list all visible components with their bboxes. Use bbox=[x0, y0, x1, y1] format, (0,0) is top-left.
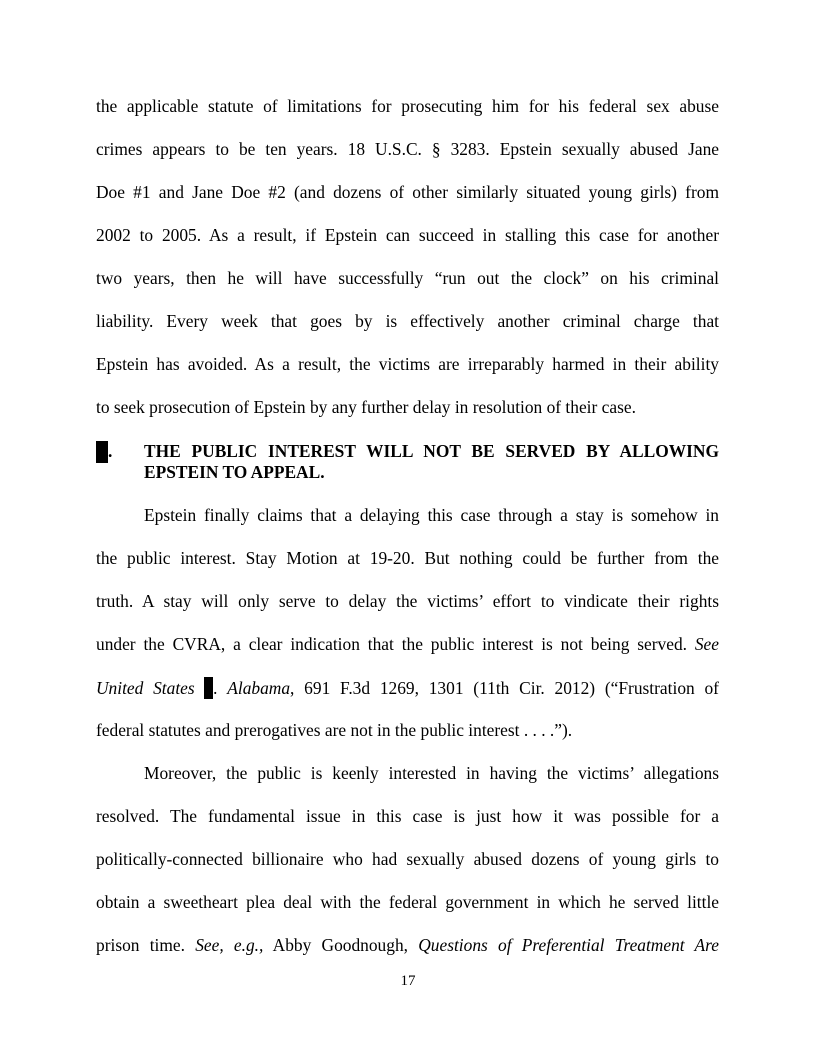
body-line: crimes appears to be ten years. 18 U.S.C. § 3283. Epstein sexually abused Jane bbox=[96, 139, 719, 159]
body-line bbox=[96, 634, 719, 654]
section-heading-line1: THE PUBLIC INTEREST WILL NOT BE SERVED BY ALLOWING bbox=[144, 441, 719, 461]
body-text: under the CVRA, a clear indication that the public interest is not being served. bbox=[96, 634, 695, 654]
body-text: prison time. bbox=[96, 935, 196, 955]
redaction-box bbox=[96, 441, 108, 463]
citation-text: , 691 F.3d 1269, 1301 (11th Cir. 2012) (“Frustration of bbox=[290, 678, 719, 698]
page-number: 17 bbox=[400, 973, 416, 989]
case-name: United States bbox=[96, 678, 195, 698]
body-line: resolved. The fundamental issue in this case is just how it was possible for a bbox=[96, 806, 719, 826]
body-line: truth. A stay will only serve to delay the victims’ effort to vindicate their rights bbox=[96, 591, 719, 611]
citation-signal: See bbox=[694, 634, 719, 654]
case-name: . Alabama bbox=[213, 678, 291, 698]
citation-signal: See, e.g., bbox=[195, 935, 264, 955]
body-line: liability. Every week that goes by is effectively another criminal charge that bbox=[96, 311, 719, 331]
section-heading-line2: EPSTEIN TO APPEAL. bbox=[144, 462, 325, 482]
body-line: to seek prosecution of Epstein by any further delay in resolution of their case. bbox=[96, 397, 636, 417]
body-line: 2002 to 2005. As a result, if Epstein can succeed in stalling this case for another bbox=[96, 225, 719, 245]
body-line: the public interest. Stay Motion at 19-20. But nothing could be further from the bbox=[96, 548, 719, 568]
body-line: Epstein finally claims that a delaying this case through a stay is somehow in bbox=[144, 505, 719, 525]
body-line: federal statutes and prerogatives are not in the public interest . . . .”). bbox=[96, 720, 573, 740]
body-line: the applicable statute of limitations for prosecuting him for his federal sex abuse bbox=[96, 96, 719, 116]
body-line bbox=[96, 935, 719, 955]
body-line: politically-connected billionaire who had sexually abused dozens of young girls to bbox=[96, 849, 719, 869]
body-line: Doe #1 and Jane Doe #2 (and dozens of other similarly situated young girls) from bbox=[96, 182, 719, 202]
article-title: Questions of Preferential Treatment Are bbox=[418, 935, 719, 955]
body-line bbox=[96, 677, 719, 699]
body-line: two years, then he will have successfully “run out the clock” on his criminal bbox=[96, 268, 719, 288]
author-name: Abby Goodnough, bbox=[263, 935, 419, 955]
body-line: Epstein has avoided. As a result, the victims are irreparably harmed in their ability bbox=[96, 354, 719, 374]
body-line: obtain a sweetheart plea deal with the federal government in which he served little bbox=[96, 892, 719, 912]
body-line: Moreover, the public is keenly interested in having the victims’ allegations bbox=[144, 763, 719, 783]
heading-marker-suffix: . bbox=[108, 441, 113, 461]
